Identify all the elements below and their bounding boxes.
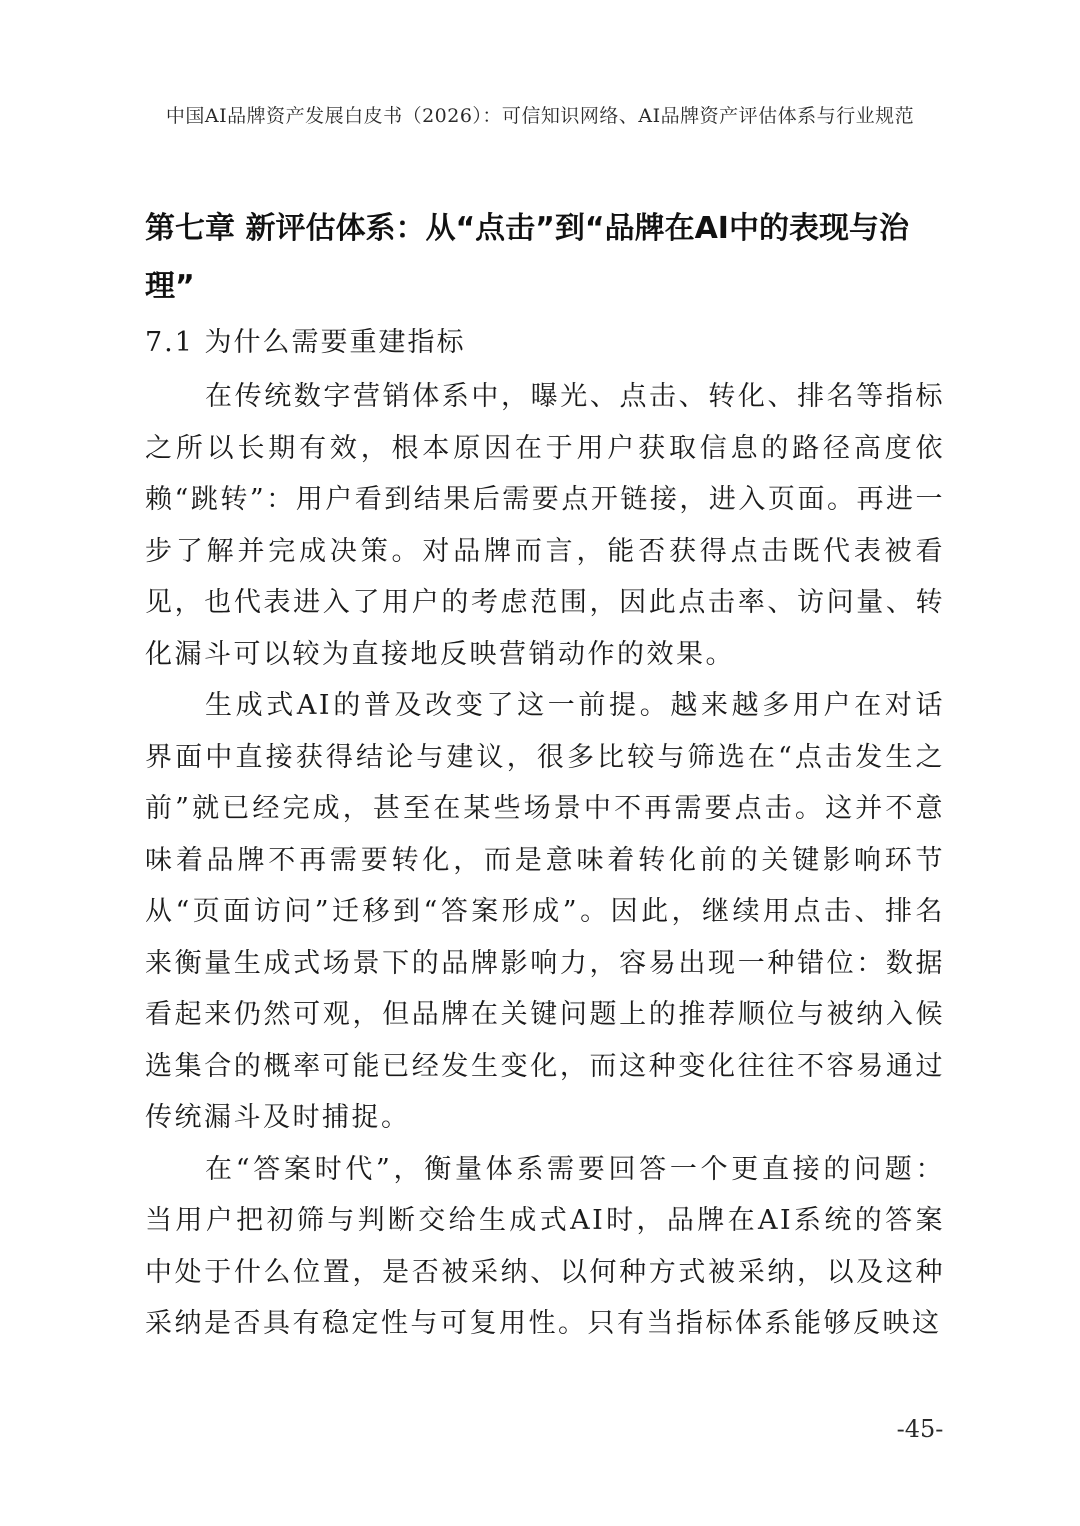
paragraph-2: 生成式AI的普及改变了这一前提。越来越多用户在对话界面中直接获得结论与建议，很多比较与筛选在“点击发生之前”就已经完成，甚至在某些场景中不再需要点击。这并不意味着品牌不再需要转化，而是意味着转化前的关键影响环节从“页面访问”迁移到“答案形成”。因此，继续用点击、排名来衡量生成式场景下的品牌影响力，容易出现一种错位：数据看起来仍然可观，但品牌在关键问题上的推荐顺位与被纳入候选集合的概率可能已经发生变化，而这种变化往往不容易通过传统漏斗及时捕捉。 [145, 690, 945, 1133]
section-heading: 7.1 为什么需要重建指标 [145, 327, 466, 358]
chapter-title: 第七章 新评估体系：从“点击”到“品牌在AI中的表现与治理” [145, 211, 909, 304]
body-text [145, 371, 945, 1350]
paragraph-1: 在传统数字营销体系中，曝光、点击、转化、排名等指标之所以长期有效，根本原因在于用户获取信息的路径高度依赖“跳转”：用户看到结果后需要点开链接，进入页面。再进一步了解并完成决策。对品牌而言，能否获得点击既代表被看见，也代表进入了用户的考虑范围，因此点击率、访问量、转化漏斗可以较为直接地反映营销动作的效果。 [145, 381, 945, 670]
page-number: -45- [896, 1415, 944, 1443]
running-header: 中国AI品牌资产发展白皮书（2026）：可信知识网络、AI品牌资产评估体系与行业规范 [165, 105, 915, 127]
paragraph-3: 在“答案时代”，衡量体系需要回答一个更直接的问题：当用户把初筛与判断交给生成式AI时，品牌在AI系统的答案中处于什么位置，是否被采纳、以何种方式被采纳，以及这种采纳是否具有稳定性与可复用性。只有当指标体系能够反映这 [145, 1153, 945, 1339]
